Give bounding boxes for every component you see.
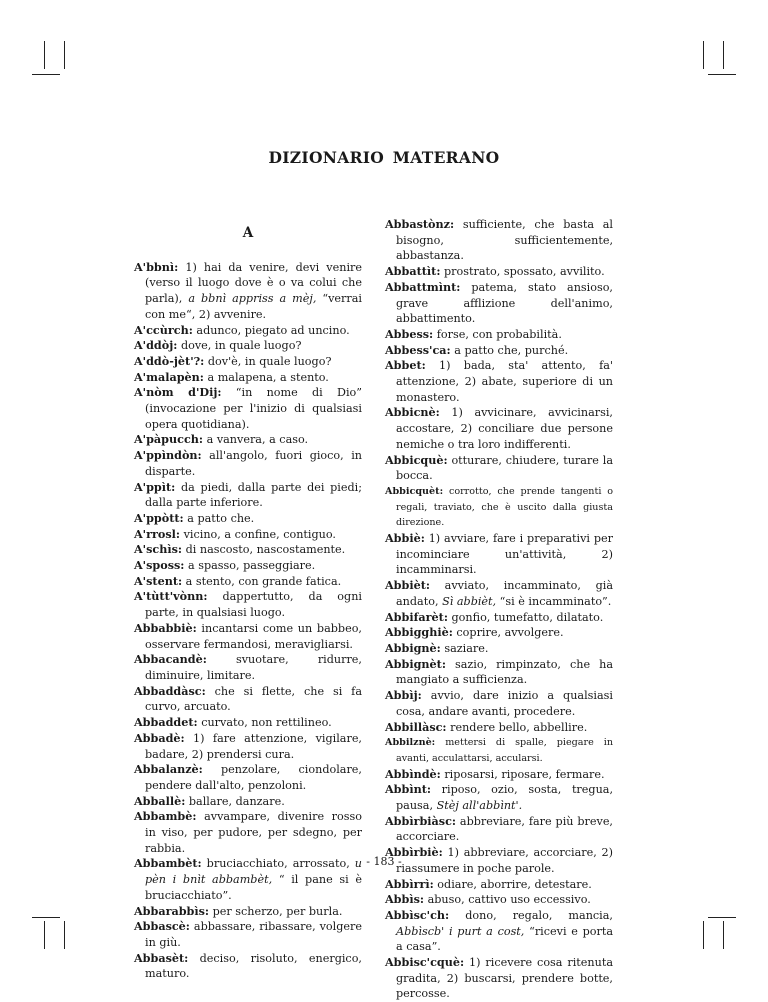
entry-headword: Abbignè:	[385, 640, 441, 655]
dictionary-entry	[385, 657, 613, 688]
dictionary-entry	[385, 625, 613, 641]
entry-definition: 1) bada, sta' attento, fa' attenzione, 2) abate, superiore di un monastero.	[396, 359, 613, 404]
dictionary-entry	[134, 919, 362, 950]
entry-headword: Abbìs:	[385, 892, 425, 907]
entry-headword: Abbicnè:	[385, 405, 440, 420]
entry-headword: Abbambè:	[134, 809, 197, 824]
entry-headword: Abbisc'cquè:	[385, 955, 465, 970]
entry-definition: 1) abbreviare, accorciare, 2) riassumere in poche parole.	[396, 846, 613, 875]
entry-headword: A'sposs:	[134, 558, 185, 573]
entry-definition: patema, stato ansioso, grave afflizione dell'animo, abbattimento.	[396, 280, 613, 326]
entry-headword: Abbìrrì:	[385, 876, 434, 891]
entry-definition: abuso, cattivo uso eccessivo.	[424, 893, 591, 907]
entry-definition: prostrato, spossato, avvilito.	[440, 265, 605, 279]
entry-definition: ballare, danzare.	[185, 794, 285, 808]
entry-headword: A'schìs:	[134, 542, 183, 557]
entry-definition: riposo, ozio, sosta, tregua, pausa,	[396, 783, 613, 813]
dictionary-entry	[385, 610, 613, 626]
entry-definition: all'angolo, fuori gioco, in disparte.	[145, 449, 362, 478]
crop-mark-top-right-v2	[723, 41, 724, 69]
entry-definition-continued: “verrai con me“, 2) avvenire.	[145, 292, 362, 321]
entry-definition: da piedi, dalla parte dei piedi; dalla parte inferiore.	[145, 480, 362, 510]
entry-headword: Abbambèt:	[134, 856, 202, 871]
entry-headword: Abbess:	[385, 326, 434, 341]
entry-headword: A'rrosl:	[134, 526, 181, 541]
entry-definition: a patto che, purché.	[450, 343, 569, 357]
entry-headword: Abbattmìnt:	[385, 279, 461, 294]
entry-definition: otturare, chiudere, turare la bocca.	[396, 453, 613, 483]
dictionary-entry	[134, 589, 362, 620]
entry-example: Sì abbièt,	[442, 594, 497, 608]
dictionary-entry	[385, 908, 613, 955]
dictionary-entry	[134, 652, 362, 683]
entry-headword: Abbalanzè:	[134, 762, 203, 777]
dictionary-entry	[134, 715, 362, 731]
entry-definition: a spasso, passeggiare.	[184, 559, 316, 573]
entry-definition: forse, con probabilità.	[433, 327, 562, 341]
dictionary-entry	[134, 542, 362, 558]
entry-definition-continued: “ il pane si è bruciacchiato”.	[145, 873, 362, 902]
dictionary-entry	[134, 480, 362, 511]
dictionary-entry	[385, 280, 613, 327]
entry-headword: A'ppìt:	[134, 479, 176, 494]
dictionary-entry	[385, 767, 613, 783]
entry-headword: A'ddò-jèt'?:	[134, 353, 205, 368]
crop-mark-top-left-h	[32, 74, 60, 75]
entry-definition: dove, in quale luogo?	[177, 339, 302, 353]
entry-definition: saziare.	[440, 641, 489, 655]
entry-headword: Abbifarèt:	[385, 609, 448, 624]
entry-headword: Abbièt:	[385, 578, 430, 593]
entry-definition: dono, regalo, mancia,	[449, 908, 613, 922]
dictionary-entry	[134, 354, 362, 370]
entry-headword: A'tùtt'vònn:	[134, 589, 208, 604]
dictionary-entry	[385, 688, 613, 719]
entry-headword: Abbabbiè:	[134, 620, 197, 635]
dictionary-entry	[385, 814, 613, 845]
dictionary-entry	[385, 358, 613, 405]
page-number: - 183 -	[366, 855, 402, 868]
dictionary-entry	[385, 735, 613, 766]
entry-headword: Abbiè:	[385, 531, 425, 546]
right-entry-list	[385, 217, 613, 1002]
dictionary-entry	[134, 951, 362, 982]
dictionary-entry	[134, 385, 362, 432]
dictionary-entry	[134, 904, 362, 920]
entry-definition: rendere bello, abbellire.	[446, 720, 588, 734]
dictionary-entry	[134, 448, 362, 479]
dictionary-entry	[134, 762, 362, 793]
entry-headword: A'malapèn:	[134, 369, 204, 384]
entry-definition: sufficiente, che basta al bisogno, sufficientemente, abbastanza.	[396, 218, 613, 263]
dictionary-entry	[385, 892, 613, 908]
page-title: DIZIONARIO MATERANO	[268, 148, 500, 167]
entry-headword: Abbadè:	[134, 730, 185, 745]
entry-example: Abbìscb' i purt a cost,	[396, 924, 525, 938]
entry-definition: che si flette, che si fa curvo, arcuato.	[145, 684, 362, 714]
entry-example: Stèj all'abbìnt'.	[436, 799, 523, 813]
dictionary-entry	[385, 641, 613, 657]
dictionary-entry	[134, 794, 362, 810]
crop-mark-bottom-left-v2	[44, 921, 45, 949]
entry-definition: vicino, a confine, contiguo.	[180, 527, 336, 541]
entry-headword: Abbasèt:	[134, 950, 189, 965]
entry-headword: Abbìrbiè:	[385, 845, 443, 860]
entry-headword: Abbacandè:	[134, 652, 207, 667]
entry-definition: dappertutto, da ogni parte, in qualsiasi luogo.	[145, 590, 362, 620]
entry-headword: A'pàpucch:	[134, 432, 204, 447]
entry-headword: A'stent:	[134, 573, 183, 588]
dictionary-entry	[134, 338, 362, 354]
entry-definition: coprire, avvolgere.	[452, 626, 564, 640]
dictionary-entry	[134, 323, 362, 339]
entry-headword: Abbigghiè:	[385, 625, 453, 640]
entry-definition: bruciacchiato, arrossato,	[201, 857, 355, 871]
dictionary-entry	[385, 484, 613, 531]
dictionary-entry	[134, 370, 362, 386]
dictionary-entry	[134, 621, 362, 652]
dictionary-entry	[385, 720, 613, 736]
dictionary-entry	[134, 574, 362, 590]
dictionary-entry	[385, 531, 613, 578]
entry-headword: A'ccùrch:	[134, 322, 193, 337]
entry-definition: a malapena, a stento.	[203, 370, 329, 384]
entry-headword: Abbicquèt:	[385, 485, 444, 497]
crop-mark-bottom-left-h	[32, 917, 60, 918]
dictionary-entry	[134, 558, 362, 574]
entry-definition: abbassare, ribassare, volgere in giù.	[145, 920, 362, 949]
entry-headword: A'ppìndòn:	[134, 448, 202, 463]
entry-headword: Abbìrbiàsc:	[385, 813, 457, 828]
crop-mark-top-right-v	[703, 41, 704, 69]
entry-headword: Abbet:	[385, 358, 426, 373]
entry-definition: corrotto, che prende tangenti o regali, traviato, che è uscito dalla giusta direzione.	[396, 485, 613, 529]
entry-definition: avvampare, divenire rosso in viso, per pudore, per sdegno, per rabbia.	[145, 810, 362, 855]
entry-definition: a stento, con grande fatica.	[182, 574, 342, 588]
crop-mark-bottom-right-v	[703, 921, 704, 949]
entry-headword: Abbess'ca:	[385, 342, 451, 357]
entry-definition: 1) avviare, fare i preparativi per incominciare un'attività, 2) incamminarsi.	[396, 532, 613, 577]
entry-headword: A'nòm d'Dij:	[134, 385, 222, 400]
dictionary-entry	[134, 809, 362, 856]
entry-headword: A'bbnì:	[134, 259, 179, 274]
entry-definition: avviato, incamminato, già andato,	[396, 579, 613, 608]
entry-definition: sazio, rimpinzato, che ha mangiato a sufficienza.	[396, 657, 613, 687]
dictionary-entry	[134, 260, 362, 323]
dictionary-entry	[385, 782, 613, 813]
entry-definition: adunco, piegato ad uncino.	[192, 323, 350, 337]
crop-mark-top-right-h	[708, 74, 736, 75]
entry-headword: Abbignèt:	[385, 656, 446, 671]
entry-definition: gonfio, tumefatto, dilatato.	[447, 610, 604, 624]
entry-headword: Abbattìt:	[385, 264, 441, 279]
entry-headword: Abbastònz:	[385, 217, 455, 231]
entry-definition-continued: “ricevi e porta a casa”.	[396, 924, 614, 954]
entry-headword: A'ppòtt:	[134, 510, 184, 525]
entry-definition: deciso, risoluto, energico, maturo.	[145, 951, 362, 981]
dictionary-entry	[134, 432, 362, 448]
crop-mark-bottom-right-v2	[723, 921, 724, 949]
dictionary-entry	[385, 343, 613, 359]
dictionary-entry	[385, 264, 613, 280]
entry-headword: Abbìsc'ch:	[385, 907, 450, 922]
entry-headword: Abbarabbìs:	[134, 903, 210, 918]
entry-example: a bbnì appriss a mèj,	[188, 292, 317, 306]
crop-mark-top-left-v	[64, 41, 65, 69]
entry-definition: a patto che.	[183, 511, 255, 525]
crop-mark-bottom-left-v	[64, 921, 65, 949]
entry-headword: Abbilznè:	[385, 737, 436, 749]
entry-headword: Abbìj:	[385, 688, 422, 703]
entry-definition: svuotare, ridurre, diminuire, limitare.	[145, 653, 362, 682]
entry-headword: Abbicquè:	[385, 452, 448, 467]
entry-definition: riposarsi, riposare, fermare.	[440, 767, 605, 781]
entry-definition: penzolare, ciondolare, pendere dall'alto, penzoloni.	[145, 763, 362, 792]
entry-definition-continued: “si è incamminato”.	[496, 594, 612, 608]
dictionary-entry	[134, 511, 362, 527]
crop-mark-top-left-v2	[44, 41, 45, 69]
dictionary-entry	[385, 453, 613, 484]
entry-headword: Abballè:	[134, 793, 186, 808]
entry-definition: curvato, non rettilineo.	[197, 716, 332, 730]
dictionary-entry	[385, 405, 613, 452]
entry-definition: a vanvera, a caso.	[203, 433, 309, 447]
entry-definition: avvio, dare inizio a qualsiasi cosa, andare avanti, procedere.	[396, 689, 613, 718]
dictionary-entry	[385, 877, 613, 893]
entry-definition: 1) avvicinare, avvicinarsi, accostare, 2) conciliare due persone nemiche o tra loro indifferenti.	[396, 406, 613, 451]
entry-headword: Abbìnt:	[385, 782, 432, 797]
entry-definition: dov'è, in quale luogo?	[204, 354, 332, 368]
entry-headword: Abbascè:	[134, 919, 190, 934]
dictionary-entry	[385, 327, 613, 343]
entry-example: u pèn i bnìt abbambèt,	[145, 857, 362, 887]
entry-headword: Abbaddet:	[134, 715, 198, 730]
entry-definition: mettersi di spalle, piegare in avanti, acculattarsi, accularsi.	[396, 737, 613, 764]
right-column	[385, 217, 613, 1002]
crop-mark-bottom-right-h	[708, 917, 736, 918]
entry-definition: 1) hai da venire, devi venire (verso il luogo dove è o va colui che parla),	[145, 260, 362, 306]
dictionary-entry	[385, 578, 613, 609]
entry-definition: incantarsi come un babbeo, osservare fermandosi, meravigliarsi.	[145, 621, 362, 651]
entry-definition: di nascosto, nascostamente.	[182, 543, 346, 557]
left-entry-list	[134, 260, 362, 982]
entry-headword: Abbillàsc:	[385, 719, 447, 734]
entry-definition: per scherzo, per burla.	[209, 904, 343, 918]
entry-definition: 1) fare attenzione, vigilare, badare, 2) prendersi cura.	[145, 731, 362, 761]
dictionary-entry	[385, 217, 613, 264]
entry-definition: odiare, aborrire, detestare.	[433, 877, 592, 891]
entry-definition: “in nome di Dio” (invocazione per l'inizio di qualsiasi opera quotidiana).	[145, 386, 363, 431]
entry-headword: Abbaddàsc:	[134, 683, 206, 698]
dictionary-entry	[134, 731, 362, 762]
dictionary-entry	[134, 684, 362, 715]
letter-heading: A	[242, 225, 254, 241]
entry-definition: 1) ricevere cosa ritenuta gradita, 2) buscarsi, prendere botte, percosse.	[396, 956, 613, 1001]
entry-definition: abbreviare, fare più breve, accorciare.	[396, 814, 613, 844]
entry-headword: A'ddòj:	[134, 338, 178, 353]
dictionary-entry	[385, 955, 613, 1002]
entry-headword: Abbìndè:	[385, 766, 441, 781]
dictionary-entry	[134, 527, 362, 543]
